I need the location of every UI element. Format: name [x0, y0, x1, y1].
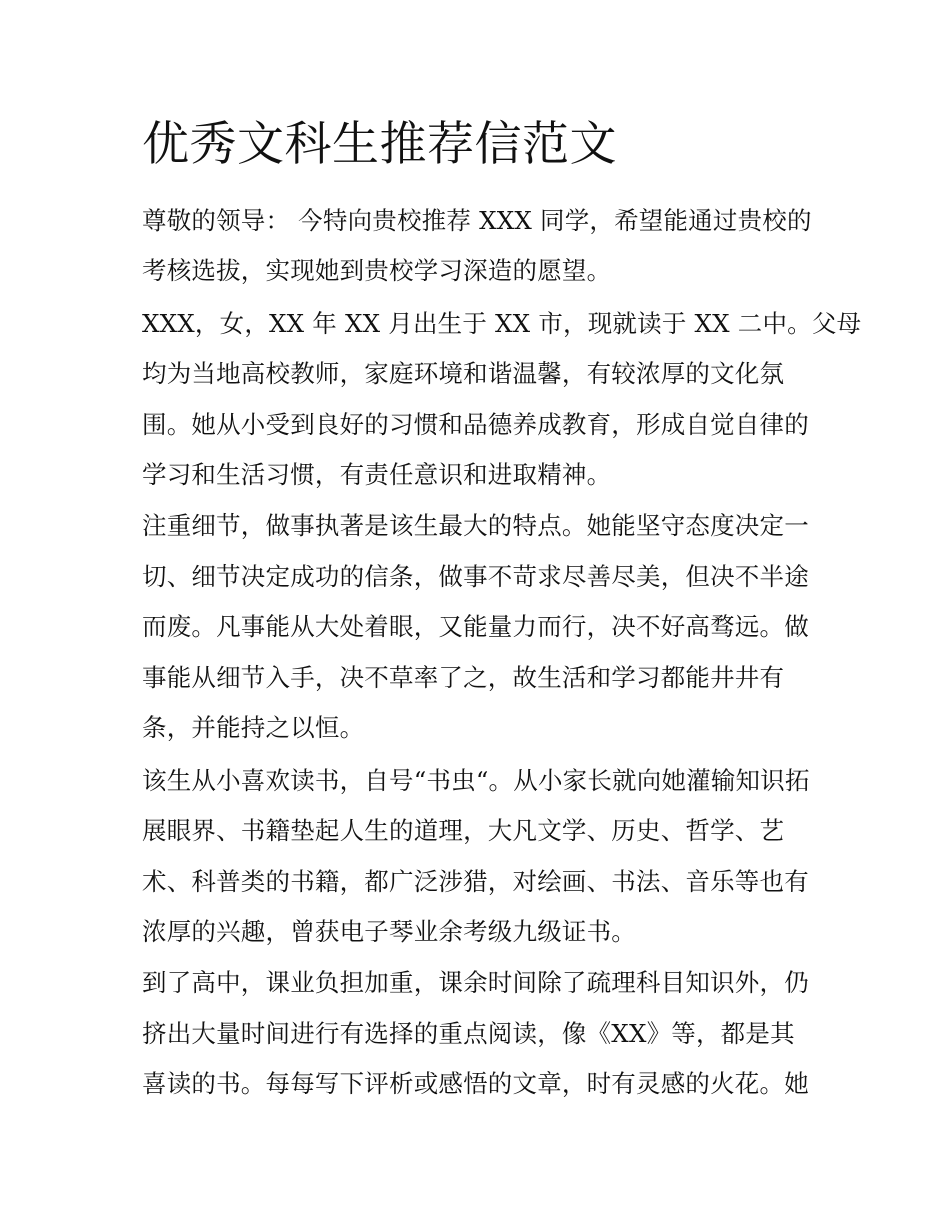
body-line: XXX，女，XX 年 XX 月出生于 XX 市，现就读于 XX 二中。父母 — [142, 309, 862, 338]
body-line: 条，并能持之以恒。 — [142, 713, 365, 742]
body-line: 均为当地高校教师，家庭环境和谐温馨，有较浓厚的文化氛 — [142, 359, 785, 388]
body-line: 事能从细节入手，决不草率了之，故生活和学习都能井井有 — [142, 663, 785, 692]
body-line: 喜读的书。每每写下评析或感悟的文章，时有灵感的火花。她 — [142, 1069, 809, 1098]
body-line: 术、科普类的书籍，都广泛涉猎，对绘画、书法、音乐等也有 — [142, 867, 809, 896]
body-line: 切、细节决定成功的信条，做事不苛求尽善尽美，但决不半途 — [142, 562, 809, 591]
body-line: 展眼界、书籍垫起人生的道理，大凡文学、历史、哲学、艺 — [142, 816, 785, 845]
body-line: 学习和生活习惯，有责任意识和进取精神。 — [142, 460, 612, 489]
body-line: 该生从小喜欢读书，自号“书虫“。从小家长就向她灌输知识拓 — [142, 766, 810, 795]
body-line: 尊敬的领导： 今特向贵校推荐 XXX 同学，希望能通过贵校的 — [142, 206, 812, 235]
body-line: 考核选拔，实现她到贵校学习深造的愿望。 — [142, 256, 612, 285]
body-line: 挤出大量时间进行有选择的重点阅读，像《XX》等，都是其 — [142, 1019, 795, 1048]
document-title: 优秀文科生推荐信范文 — [142, 117, 617, 172]
body-line: 注重细节，做事执著是该生最大的特点。她能坚守态度决定一 — [142, 511, 809, 540]
body-line: 到了高中，课业负担加重，课余时间除了疏理科目知识外，仍 — [142, 968, 809, 997]
body-line: 而废。凡事能从大处着眼，又能量力而行，决不好高骛远。做 — [142, 612, 809, 641]
body-line: 围。她从小受到良好的习惯和品德养成教育，形成自觉自律的 — [142, 410, 809, 439]
body-line: 浓厚的兴趣，曾获电子琴业余考级九级证书。 — [142, 917, 636, 946]
